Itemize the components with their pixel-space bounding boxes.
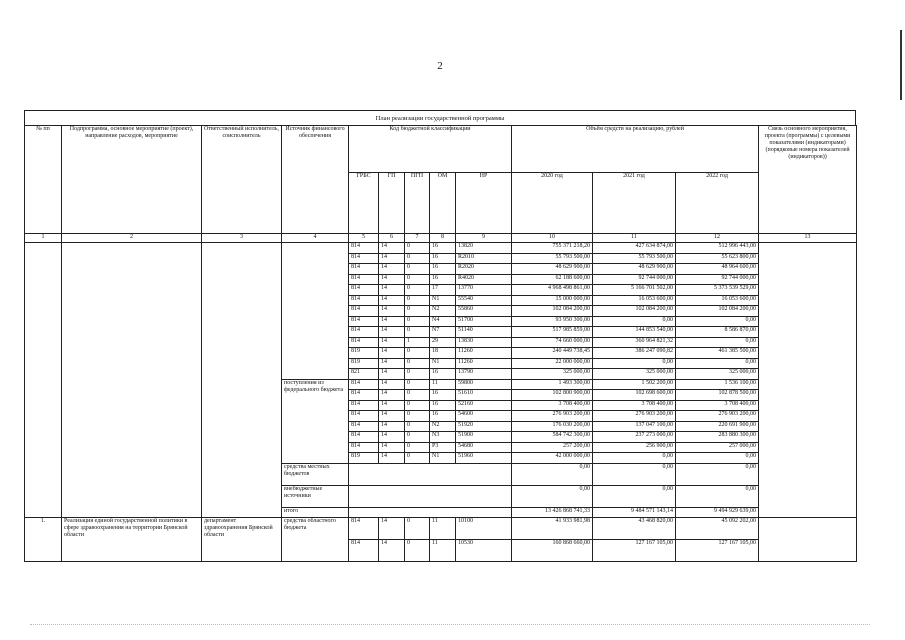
gp-cell: 14: [379, 369, 405, 380]
pgp-cell: 0: [405, 253, 430, 264]
grbs-cell: 814: [349, 442, 379, 453]
np-cell: 51610: [456, 390, 512, 401]
np-cell: 13770: [456, 285, 512, 296]
om-cell: 16: [430, 400, 456, 411]
value-2020-cell: 0,00: [512, 463, 593, 485]
gp-cell: 14: [379, 411, 405, 422]
header-np: НР: [456, 173, 512, 234]
pgp-cell: 0: [405, 295, 430, 306]
value-2020-cell: 240 449 738,45: [512, 348, 593, 359]
grbs-cell: 814: [349, 274, 379, 285]
grbs-cell: 814: [349, 337, 379, 348]
value-2021-cell: 92 744 000,00: [593, 274, 676, 285]
code-cell-empty: [349, 485, 512, 507]
code-cell-empty: [349, 463, 512, 485]
value-2021-cell: 55 793 500,00: [593, 253, 676, 264]
value-2021-cell: 102 084 200,00: [593, 306, 676, 317]
om-cell: 16: [430, 369, 456, 380]
scan-dotted-line: [30, 624, 870, 626]
value-2021-cell: 48 629 900,00: [593, 264, 676, 275]
header-gp: ГП: [379, 173, 405, 234]
pgp-cell: 0: [405, 411, 430, 422]
grbs-cell: 814: [349, 327, 379, 338]
value-2020-cell: 74 660 000,00: [512, 337, 593, 348]
header-pgp: ПГП: [405, 173, 430, 234]
column-number: 7: [405, 234, 430, 243]
value-2021-cell: 127 167 105,00: [593, 540, 676, 562]
grbs-cell: 814: [349, 411, 379, 422]
grbs-cell: 814: [349, 264, 379, 275]
value-2022-cell: 0,00: [676, 316, 759, 327]
om-cell: 17: [430, 285, 456, 296]
grbs-cell: 814: [349, 432, 379, 443]
om-cell: N7: [430, 327, 456, 338]
value-2022-cell: 325 000,00: [676, 369, 759, 380]
header-2021: 2021 год: [593, 173, 676, 234]
grbs-cell: 819: [349, 453, 379, 464]
value-2022-cell: 8 586 870,00: [676, 327, 759, 338]
om-cell: N1: [430, 295, 456, 306]
om-cell: 16: [430, 274, 456, 285]
gp-cell: 14: [379, 540, 405, 562]
om-cell: 11: [430, 518, 456, 540]
grbs-cell: 814: [349, 295, 379, 306]
pgp-cell: 0: [405, 421, 430, 432]
value-2022-cell: 55 623 800,00: [676, 253, 759, 264]
total-2022-cell: 9 494 929 639,00: [676, 507, 759, 518]
header-source: Источник финансового обеспечения: [282, 126, 349, 234]
pgp-cell: 0: [405, 306, 430, 317]
column-number: 11: [593, 234, 676, 243]
grbs-cell: 814: [349, 379, 379, 390]
value-2022-cell: 257 000,00: [676, 442, 759, 453]
item-name-cell: Реализация единой государственной политики в сфере здравоохранения на территории Брянской области: [62, 518, 202, 562]
header-link: Связь основного мероприятия, проекта (программы) с целевыми показателями (индикаторами) (порядковые номера показателей (индикаторов)): [759, 126, 857, 234]
gp-cell: 14: [379, 253, 405, 264]
code-cell-empty: [349, 507, 512, 518]
source-cell-total: итого: [282, 507, 349, 518]
pgp-cell: 0: [405, 390, 430, 401]
np-cell: 51140: [456, 327, 512, 338]
column-number: 6: [379, 234, 405, 243]
np-cell: 51960: [456, 453, 512, 464]
value-2022-cell: 3 708 400,00: [676, 400, 759, 411]
total-2020-cell: 13 426 868 741,33: [512, 507, 593, 518]
om-cell: 16: [430, 253, 456, 264]
gp-cell: 14: [379, 358, 405, 369]
source-cell: [282, 243, 349, 380]
link-cell: [759, 518, 857, 562]
value-2022-cell: 102 878 500,00: [676, 390, 759, 401]
grbs-cell: 814: [349, 400, 379, 411]
pgp-cell: 0: [405, 432, 430, 443]
np-cell: 52160: [456, 400, 512, 411]
column-number-row: [25, 234, 857, 243]
value-2020-cell: 0,00: [512, 485, 593, 507]
grbs-cell: 814: [349, 518, 379, 540]
grbs-cell: 814: [349, 243, 379, 254]
value-2020-cell: 62 188 600,00: [512, 274, 593, 285]
np-cell: 51900: [456, 432, 512, 443]
grbs-cell: 814: [349, 285, 379, 296]
value-2020-cell: 755 371 218,20: [512, 243, 593, 254]
pgp-cell: 0: [405, 285, 430, 296]
np-cell: 10100: [456, 518, 512, 540]
value-2022-cell: 102 084 200,00: [676, 306, 759, 317]
np-cell: 10530: [456, 540, 512, 562]
np-cell: R4020: [456, 274, 512, 285]
column-number: 2: [62, 234, 202, 243]
value-2020-cell: 48 629 900,00: [512, 264, 593, 275]
value-2022-cell: 0,00: [676, 485, 759, 507]
value-2020-cell: 22 000 000,00: [512, 358, 593, 369]
program-plan-table: [24, 125, 857, 562]
np-cell: R2010: [456, 253, 512, 264]
source-cell-federal: поступления из федерального бюджета: [282, 379, 349, 463]
om-cell: 16: [430, 264, 456, 275]
value-2021-cell: 0,00: [593, 463, 676, 485]
om-cell: 29: [430, 337, 456, 348]
column-number: 9: [456, 234, 512, 243]
gp-cell: 14: [379, 243, 405, 254]
grbs-cell: 814: [349, 390, 379, 401]
value-2020-cell: 517 985 859,00: [512, 327, 593, 338]
gp-cell: 14: [379, 327, 405, 338]
grbs-cell: 814: [349, 540, 379, 562]
source-cell-extra: внебюджетные источники: [282, 485, 349, 507]
value-2021-cell: 1 502 200,00: [593, 379, 676, 390]
om-cell: N2: [430, 421, 456, 432]
value-2021-cell: 0,00: [593, 358, 676, 369]
gp-cell: 14: [379, 432, 405, 443]
value-2020-cell: 41 933 981,98: [512, 518, 593, 540]
column-number: 10: [512, 234, 593, 243]
value-2022-cell: 220 691 900,00: [676, 421, 759, 432]
np-cell: 11260: [456, 358, 512, 369]
value-2021-cell: 0,00: [593, 316, 676, 327]
om-cell: N1: [430, 453, 456, 464]
np-cell: R2020: [456, 264, 512, 275]
header-responsible: Ответственный исполнитель, соисполнитель: [202, 126, 282, 234]
np-cell: 55860: [456, 306, 512, 317]
column-number: 3: [202, 234, 282, 243]
gp-cell: 14: [379, 264, 405, 275]
pgp-cell: 0: [405, 264, 430, 275]
responsible-cell: [202, 243, 282, 518]
value-2022-cell: 0,00: [676, 358, 759, 369]
value-2022-cell: 461 385 500,00: [676, 348, 759, 359]
pgp-cell: 0: [405, 348, 430, 359]
value-2020-cell: 257 200,00: [512, 442, 593, 453]
link-cell: [759, 243, 857, 518]
np-cell: 59800: [456, 379, 512, 390]
table-row-item: [25, 518, 857, 540]
np-cell: 13790: [456, 369, 512, 380]
value-2020-cell: 325 000,00: [512, 369, 593, 380]
np-cell: 51700: [456, 316, 512, 327]
table-title: План реализации государственной программы: [24, 110, 856, 126]
value-2022-cell: 48 964 600,00: [676, 264, 759, 275]
gp-cell: 14: [379, 316, 405, 327]
value-2022-cell: 92 744 000,00: [676, 274, 759, 285]
value-2020-cell: 3 708 400,00: [512, 400, 593, 411]
gp-cell: 14: [379, 295, 405, 306]
value-2021-cell: 144 853 540,00: [593, 327, 676, 338]
value-2020-cell: 160 868 660,00: [512, 540, 593, 562]
column-number: 4: [282, 234, 349, 243]
gp-cell: 14: [379, 348, 405, 359]
page-number: 2: [437, 60, 443, 72]
gp-cell: 14: [379, 400, 405, 411]
value-2021-cell: 137 047 100,00: [593, 421, 676, 432]
np-cell: 55540: [456, 295, 512, 306]
value-2022-cell: 283 880 300,00: [676, 432, 759, 443]
scan-edge-line: [900, 30, 902, 100]
value-2022-cell: 0,00: [676, 453, 759, 464]
header-2020: 2020 год: [512, 173, 593, 234]
value-2021-cell: 325 000,00: [593, 369, 676, 380]
gp-cell: 14: [379, 274, 405, 285]
grbs-cell: 819: [349, 348, 379, 359]
item-responsible-cell: департамент здравоохранения Брянской области: [202, 518, 282, 562]
value-2020-cell: 42 000 000,00: [512, 453, 593, 464]
value-2021-cell: 0,00: [593, 453, 676, 464]
pgp-cell: 0: [405, 442, 430, 453]
grbs-cell: 814: [349, 253, 379, 264]
om-cell: 16: [430, 243, 456, 254]
gp-cell: 14: [379, 337, 405, 348]
om-cell: 18: [430, 348, 456, 359]
value-2021-cell: 16 053 600,00: [593, 295, 676, 306]
header-volume: Объём средств на реализацию, рублей: [512, 126, 759, 173]
column-number: 8: [430, 234, 456, 243]
np-cell: 13820: [456, 243, 512, 254]
pgp-cell: 0: [405, 400, 430, 411]
program-plan-sheet: [24, 110, 856, 580]
value-2022-cell: 1 536 100,00: [676, 379, 759, 390]
grbs-cell: 814: [349, 421, 379, 432]
value-2021-cell: 3 708 400,00: [593, 400, 676, 411]
column-number: 12: [676, 234, 759, 243]
value-2020-cell: 93 950 300,00: [512, 316, 593, 327]
om-cell: P3: [430, 442, 456, 453]
value-2021-cell: 276 903 200,00: [593, 411, 676, 422]
column-number: 1: [25, 234, 62, 243]
gp-cell: 14: [379, 442, 405, 453]
value-2020-cell: 584 742 300,00: [512, 432, 593, 443]
grbs-cell: 821: [349, 369, 379, 380]
value-2021-cell: 237 273 000,00: [593, 432, 676, 443]
pgp-cell: 0: [405, 379, 430, 390]
grbs-cell: 814: [349, 316, 379, 327]
grbs-cell: 819: [349, 358, 379, 369]
table-row: [25, 243, 857, 254]
header-budget-code: Код бюджетной классификации: [349, 126, 512, 173]
om-cell: 16: [430, 390, 456, 401]
column-number: 5: [349, 234, 379, 243]
column-number: 13: [759, 234, 857, 243]
pgp-cell: 0: [405, 327, 430, 338]
subprogram-cell: [62, 243, 202, 518]
value-2022-cell: 0,00: [676, 337, 759, 348]
gp-cell: 14: [379, 453, 405, 464]
np-cell: 54680: [456, 442, 512, 453]
value-2020-cell: 4 968 498 861,00: [512, 285, 593, 296]
value-2021-cell: 43 468 820,00: [593, 518, 676, 540]
source-cell-regional: средства областного бюджета: [282, 518, 349, 562]
pgp-cell: 0: [405, 316, 430, 327]
value-2022-cell: 127 167 105,00: [676, 540, 759, 562]
value-2022-cell: 512 996 443,00: [676, 243, 759, 254]
pgp-cell: 1: [405, 337, 430, 348]
grbs-cell: 814: [349, 306, 379, 317]
value-2021-cell: 386 247 090,82: [593, 348, 676, 359]
om-cell: N4: [430, 316, 456, 327]
pgp-cell: 0: [405, 453, 430, 464]
np-cell: 54600: [456, 411, 512, 422]
value-2022-cell: 16 053 600,00: [676, 295, 759, 306]
gp-cell: 14: [379, 306, 405, 317]
np-cell: 11260: [456, 348, 512, 359]
value-2021-cell: 5 166 701 502,00: [593, 285, 676, 296]
gp-cell: 14: [379, 379, 405, 390]
value-2022-cell: 5 373 539 529,00: [676, 285, 759, 296]
pgp-cell: 0: [405, 274, 430, 285]
header-2022: 2022 год: [676, 173, 759, 234]
om-cell: 11: [430, 540, 456, 562]
gp-cell: 14: [379, 285, 405, 296]
value-2022-cell: 45 092 202,00: [676, 518, 759, 540]
value-2022-cell: 276 903 200,00: [676, 411, 759, 422]
gp-cell: 14: [379, 390, 405, 401]
value-2020-cell: 176 030 200,00: [512, 421, 593, 432]
header-subprogram: Подпрограмма, основное мероприятие (проект), направление расходов, мероприятие: [62, 126, 202, 234]
value-2021-cell: 360 964 821,32: [593, 337, 676, 348]
om-cell: N2: [430, 306, 456, 317]
item-num-cell: 1.: [25, 518, 62, 562]
value-2022-cell: 0,00: [676, 463, 759, 485]
value-2020-cell: 102 800 900,00: [512, 390, 593, 401]
value-2020-cell: 1 493 300,00: [512, 379, 593, 390]
np-cell: 13830: [456, 337, 512, 348]
header-grbs: ГРБС: [349, 173, 379, 234]
gp-cell: 14: [379, 518, 405, 540]
value-2020-cell: 15 000 000,00: [512, 295, 593, 306]
om-cell: N1: [430, 358, 456, 369]
value-2021-cell: 256 900,00: [593, 442, 676, 453]
pgp-cell: 0: [405, 358, 430, 369]
source-cell-local: средства местных бюджетов: [282, 463, 349, 485]
header-num: № пп: [25, 126, 62, 234]
value-2021-cell: 102 698 600,00: [593, 390, 676, 401]
pgp-cell: 0: [405, 540, 430, 562]
om-cell: 11: [430, 379, 456, 390]
pgp-cell: 0: [405, 369, 430, 380]
value-2021-cell: 427 634 874,00: [593, 243, 676, 254]
value-2021-cell: 0,00: [593, 485, 676, 507]
value-2020-cell: 55 793 500,00: [512, 253, 593, 264]
np-cell: 51920: [456, 421, 512, 432]
om-cell: N3: [430, 432, 456, 443]
total-2021-cell: 9 484 571 143,14: [593, 507, 676, 518]
value-2020-cell: 102 084 200,00: [512, 306, 593, 317]
num-cell: [25, 243, 62, 518]
header-om: ОМ: [430, 173, 456, 234]
pgp-cell: 0: [405, 243, 430, 254]
om-cell: 16: [430, 411, 456, 422]
value-2020-cell: 276 903 200,00: [512, 411, 593, 422]
pgp-cell: 0: [405, 518, 430, 540]
gp-cell: 14: [379, 421, 405, 432]
